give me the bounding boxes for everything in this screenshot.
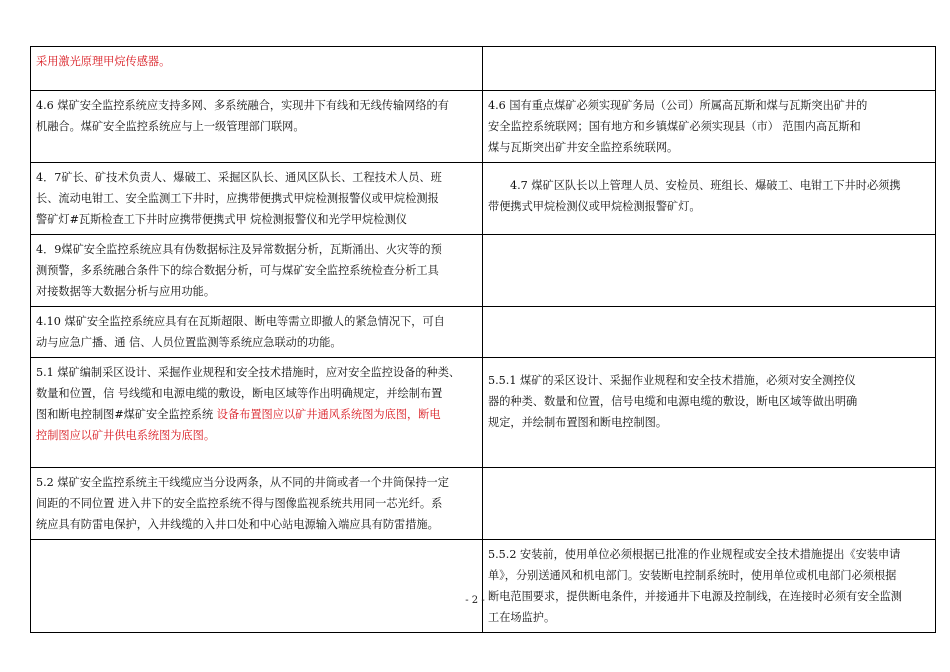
clause-line: 4.6 国有重点煤矿必须实现矿务局（公司）所属高瓦斯和煤与瓦斯突出矿井的 [488,99,868,112]
highlighted-text: 设备布置图应以矿井通风系统图为底图，断电 [216,408,441,421]
table-row [31,307,936,358]
clause-line: 间距的不同位置 进入井下的安全监控系统不得与图像监视系统共用同一芯光纤。系 [36,497,443,510]
old-standard-cell [483,163,936,235]
clause-line: 4.10 煤矿安全监控系统应具有在瓦斯超限、断电等需立即撤人的紧急情况下，可自 [36,315,445,328]
clause-line: 器的种类、数量和位置，信号电缆和电源电缆的敷设，断电区域等做出明确 [488,395,858,408]
clause-line: 安全监控系统联网；国有地方和乡镇煤矿必须实现县（市） 范围内高瓦斯和 [488,120,861,133]
clause-line: 规定，并绘制布置图和断电控制图。 [488,416,668,429]
table-row [31,235,936,307]
clause-line: 统应具有防雷电保护，入井线缆的入井口处和中心站电源输入端应具有防雷措施。 [36,518,439,531]
page-number: - 2 - [465,595,485,606]
table-row [31,540,936,633]
new-standard-cell [31,468,483,540]
table-row [31,91,936,163]
clause-line: 5.5.2 安装前，使用单位必须根据已批准的作业规程或安全技术措施提出《安装申请 [488,548,901,561]
clause-line: 5.1 煤矿编制采区设计、采掘作业规程和安全技术措施时，应对安全监控设备的种类、 [36,366,461,379]
clause-text: 图和断电控制图#煤矿安全监控系统 [36,408,217,421]
clause-line: 4.6 煤矿安全监控系统应支持多网、多系统融合，实现井下有线和无线传输网络的有 [36,99,449,112]
new-standard-cell [31,307,483,358]
old-standard-cell [483,358,936,468]
clause-line: 4.7 煤矿区队长以上管理人员、安检员、班组长、爆破工、电钳工下井时必须携 [510,179,901,192]
clause-line: 5.5.1 煤矿的采区设计、采掘作业规程和安全技术措施，必须对安全测控仪 [488,374,856,387]
clause-line: 断电范围要求，提供断电条件，并接通井下电源及控制线，在连接时必须有安全监测 [488,590,902,603]
new-standard-cell [31,91,483,163]
clause-line: 带便携式甲烷检测仪或甲烷检测报警矿灯。 [488,200,701,213]
clause-line: 工在场监护。 [488,611,556,624]
new-standard-cell [31,540,483,633]
old-standard-cell [483,47,936,91]
clause-line: 动与应急广播、通 信、人员位置监测等系统应急联动的功能。 [36,336,342,349]
table-row [31,468,936,540]
clause-line: 单》，分别送通风和机电部门。安装断电控制系统时，使用单位或机电部门必须根据 [488,569,897,582]
clause-line: 警矿灯#瓦斯检查工下井时应携带便携式甲 烷检测报警仪和光学甲烷检测仪 [36,213,407,226]
table-row [31,47,936,91]
old-standard-cell [483,540,936,633]
new-standard-cell [31,47,483,91]
comparison-table [30,46,936,633]
old-standard-cell [483,307,936,358]
clause-line: 4．7矿长、矿技术负责人、爆破工、采掘区队长、通风区队长、工程技术人员、班 [36,171,442,184]
new-standard-cell [31,358,483,468]
clause-line [36,404,476,425]
clause-line: 煤与瓦斯突出矿井安全监控系统联网。 [488,141,679,154]
clause-line: 长、流动电钳工、安全监测工下井时，应携带便携式甲烷检测报警仪或甲烷检测报 [36,192,439,205]
clause-line: 测预警，多系统融合条件下的综合数据分析，可与煤矿安全监控系统检查分析工具 [36,264,439,277]
table-body [31,47,936,633]
old-standard-cell [483,468,936,540]
clause-line: 5.2 煤矿安全监控系统主干线缆应当分设两条，从不同的井筒或者一个井筒保持一定 [36,476,449,489]
table-row [31,163,936,235]
clause-line: 机融合。煤矿安全监控系统应与上一级管理部门联网。 [36,120,305,133]
clause-line: 数量和位置，信 号线缆和电源电缆的敷设，断电区域等作出明确规定，并绘制布置 [36,387,443,400]
new-standard-cell [31,163,483,235]
old-standard-cell [483,91,936,163]
clause-line: 对接数据等大数据分析与应用功能。 [36,285,216,298]
new-standard-cell [31,235,483,307]
clause-line: 控制图应以矿井供电系统图为底图。 [36,429,216,442]
clause-line: 4．9煤矿安全监控系统应具有伪数据标注及异常数据分析，瓦斯涌出、火灾等的预 [36,243,442,256]
old-standard-cell [483,235,936,307]
clause-line: 采用激光原理甲烷传感器。 [36,55,171,68]
table-row [31,358,936,468]
